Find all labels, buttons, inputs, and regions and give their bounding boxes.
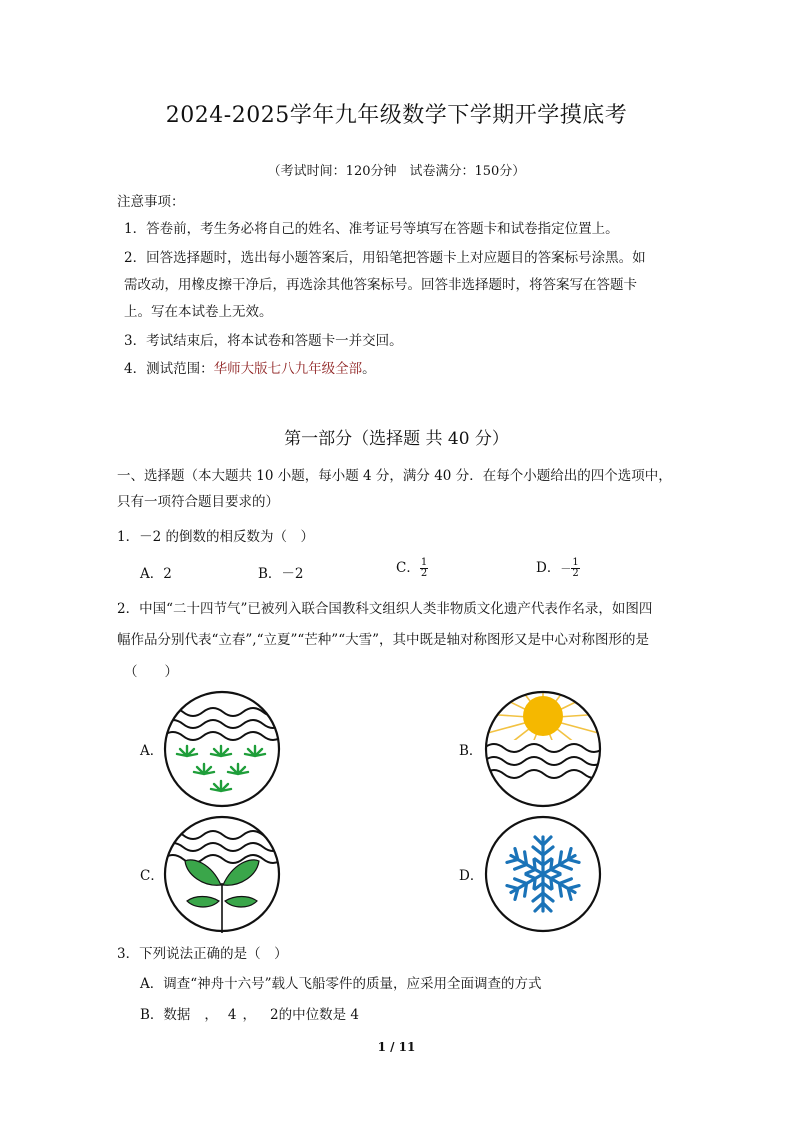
- q3-b-prefix: B．数据: [140, 1007, 191, 1023]
- q1-option-a: A．2: [140, 566, 172, 582]
- q3-b-sep1: ，: [204, 1007, 218, 1023]
- page-title: 2024-2025学年九年级数学下学期开学摸底考: [165, 103, 628, 128]
- q1-option-d-label: D．: [536, 560, 561, 576]
- q3-b-value-two: 2: [270, 1007, 279, 1023]
- note-item-2-line2: 需改动，用橡皮擦干净后，再选涂其他答案标号。回答非选择题时，将答案写在答题卡: [124, 277, 637, 293]
- q2-stem-line3: （ ）: [124, 664, 178, 680]
- note-item-4-prefix: 4．测试范围：: [124, 361, 214, 377]
- section-intro-line1: 一、选择题（本大题共 10 小题，每小题 4 分，满分 40 分．在每个小题给出的四个选项中，: [117, 468, 672, 484]
- frac-numerator: 1: [420, 557, 428, 568]
- section-intro-line2: 只有一项符合题目要求的）: [117, 494, 279, 510]
- frac-denominator: 2: [420, 568, 428, 579]
- q2-stem-line2: 幅作品分别代表“立春”,“立夏”“芒种”“大雪”，其中既是轴对称图形又是中心对称图形的是: [117, 632, 650, 648]
- frac-denominator: 2: [572, 568, 579, 579]
- q3-option-b: [140, 1003, 359, 1023]
- q3-stem: 3．下列说法正确的是（ ）: [117, 946, 288, 962]
- note-item-3: 3．考试结束后，将本试卷和答题卡一并交回。: [124, 333, 403, 349]
- test-range: 华师大版七八九年级全部: [213, 361, 363, 377]
- part1-title: 第一部分（选择题 共 40 分）: [284, 429, 509, 449]
- lixia-icon: [484, 690, 602, 808]
- daxue-icon: [484, 815, 602, 933]
- minus-sign: －: [560, 562, 572, 576]
- q1-option-c: [396, 556, 428, 579]
- q1-option-d: [536, 556, 580, 579]
- notes-heading: 注意事项：: [117, 194, 185, 210]
- frac-numerator: 1: [572, 557, 579, 568]
- q3-b-sep2: ，: [242, 1007, 257, 1023]
- q2-option-c-label: C．: [140, 868, 164, 884]
- q2-option-d-label: D．: [459, 868, 484, 884]
- note-item-4: [124, 357, 376, 377]
- q1-stem: 1．－2 的倒数的相反数为（ ）: [117, 529, 314, 545]
- note-item-4-suffix: 。: [362, 361, 376, 377]
- note-item-2-line1: 2．回答选择题时，选出每小题答案后，用铅笔把答题卡上对应题目的答案标号涂黑。如: [124, 250, 646, 266]
- exam-info: （考试时间：120分钟 试卷满分：150分）: [267, 164, 526, 179]
- q2-option-a-label: A．: [140, 743, 164, 759]
- q3-b-value-four: 4: [227, 1007, 237, 1023]
- fraction-one-half: [420, 558, 428, 579]
- mangzhong-icon: [163, 815, 281, 933]
- note-item-2-line3: 上。写在本试卷上无效。: [124, 304, 273, 320]
- page-number: 1 / 11: [377, 1040, 416, 1054]
- q2-stem-line1: 2．中国“二十四节气”已被列入联合国教科文组织人类非物质文化遗产代表作名录，如图四: [117, 601, 653, 617]
- lichun-icon: [163, 690, 281, 808]
- note-item-1: 1．答卷前，考生务必将自己的姓名、准考证号等填写在答题卡和试卷指定位置上。: [124, 221, 619, 237]
- fraction-negative-half: [571, 558, 579, 579]
- q1-option-b: B．－2: [258, 566, 304, 582]
- q3-option-a: A．调查“神舟十六号”载人飞船零件的质量，应采用全面调查的方式: [140, 976, 542, 992]
- q1-option-c-label: C．: [396, 560, 420, 576]
- q2-option-b-label: B．: [459, 743, 483, 759]
- q3-b-suffix: 的中位数是 4: [278, 1007, 359, 1023]
